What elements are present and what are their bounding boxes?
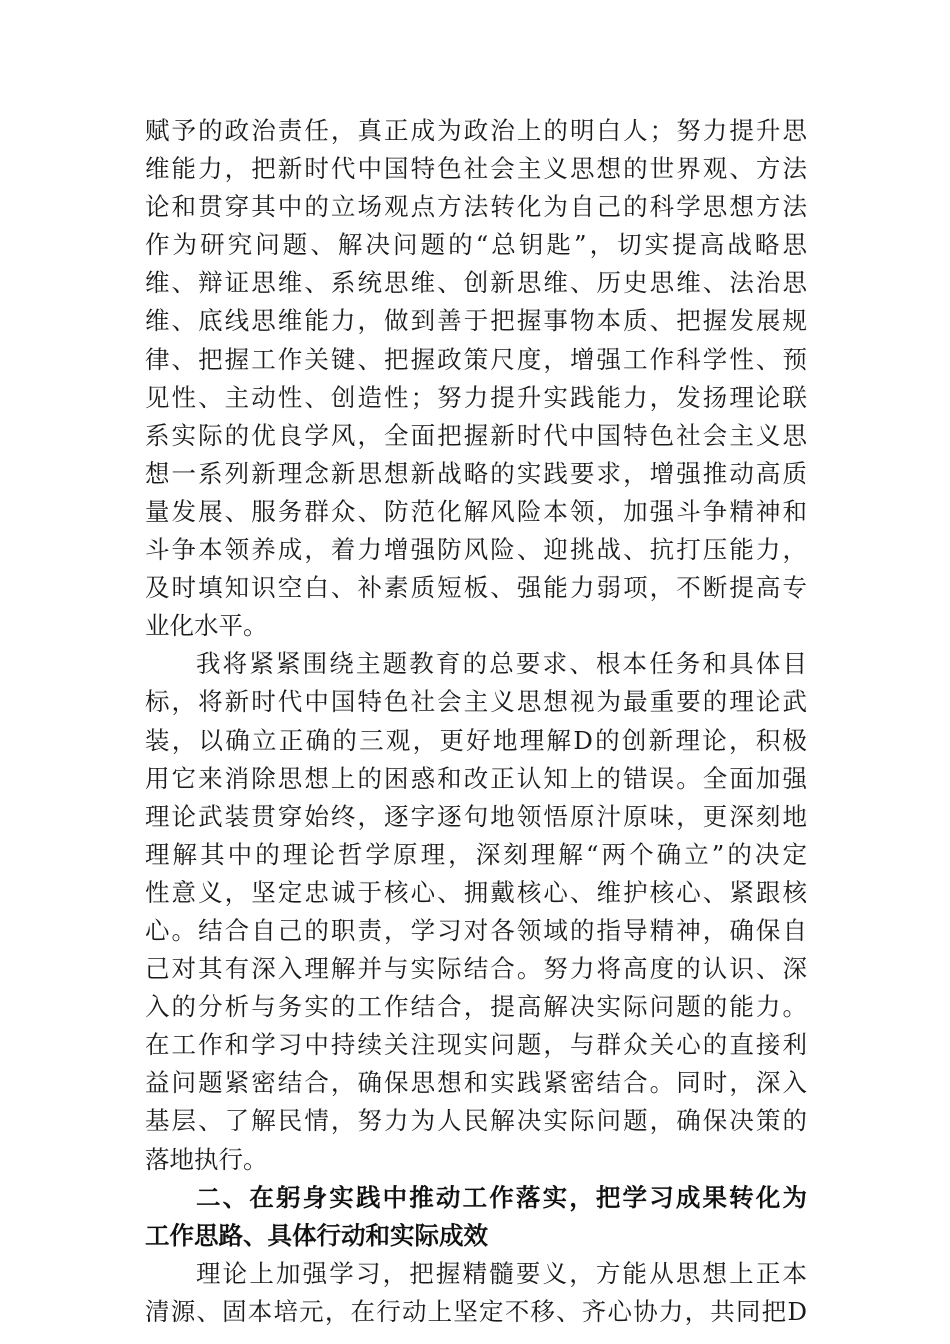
text-line: 理解其中的理论哲学原理，深刻理解“两个确立”的决定 — [145, 839, 807, 869]
text-line: 标，将新时代中国特色社会主义思想视为最重要的理论武 — [145, 687, 807, 717]
paragraph-theme-education — [145, 645, 807, 1178]
paragraph-practice — [145, 1255, 807, 1331]
text-line: 基层、了解民情，努力为人民解决实际问题，确保决策的 — [145, 1106, 807, 1136]
heading-line: 工作思路、具体行动和实际成效 — [145, 1220, 488, 1250]
text-line: 赋予的政治责任，真正成为政治上的明白人；努力提升思 — [145, 116, 807, 145]
document-body — [145, 112, 807, 1331]
text-line: 系实际的优良学风，全面把握新时代中国特色社会主义思 — [145, 420, 807, 450]
text-line: 理论武装贯穿始终，逐字逐句地领悟原汁原味，更深刻地 — [145, 801, 807, 831]
text-line: 己对其有深入理解并与实际结合。努力将高度的认识、深 — [145, 954, 807, 984]
text-line: 及时填知识空白、补素质短板、强能力弱项，不断提高专 — [145, 573, 807, 603]
text-line: 论和贯穿其中的立场观点方法转化为自己的科学思想方法 — [145, 192, 807, 222]
text-line: 业化水平。 — [145, 611, 268, 641]
text-line: 装，以确立正确的三观，更好地理解D的创新理论，积极 — [145, 725, 807, 755]
text-line: 作为研究问题、解决问题的“总钥匙”，切实提高战略思 — [145, 230, 807, 260]
text-line: 落地执行。 — [145, 1144, 268, 1174]
text-line: 想一系列新理念新思想新战略的实践要求，增强推动高质 — [145, 458, 807, 488]
text-line: 量发展、服务群众、防范化解风险本领，加强斗争精神和 — [145, 496, 807, 526]
text-line: 我将紧紧围绕主题教育的总要求、根本任务和具体目 — [196, 649, 807, 679]
text-line: 心。结合自己的职责，学习对各领域的指导精神，确保自 — [145, 915, 807, 945]
text-line: 入的分析与务实的工作结合，提高解决实际问题的能力。 — [145, 992, 807, 1022]
text-line: 见性、主动性、创造性；努力提升实践能力，发扬理论联 — [145, 382, 807, 412]
section-heading — [145, 1179, 807, 1255]
text-line: 理论上加强学习，把握精髓要义，方能从思想上正本 — [196, 1258, 807, 1288]
paragraph-thinking-abilities — [145, 112, 807, 645]
text-line: 用它来消除思想上的困惑和改正认知上的错误。全面加强 — [145, 763, 807, 793]
text-line: 维、辩证思维、系统思维、创新思维、历史思维、法治思 — [145, 268, 807, 298]
text-line: 清源、固本培元，在行动上坚定不移、齐心协力，共同把D — [145, 1296, 807, 1326]
text-line: 维、底线思维能力，做到善于把握事物本质、把握发展规 — [145, 306, 807, 336]
text-line: 在工作和学习中持续关注现实问题，与群众关心的直接利 — [145, 1030, 807, 1060]
text-line: 维能力，把新时代中国特色社会主义思想的世界观、方法 — [145, 154, 807, 184]
text-line: 斗争本领养成，着力增强防风险、迎挑战、抗打压能力， — [145, 535, 807, 565]
heading-line: 二、在躬身实践中推动工作落实，把学习成果转化为 — [196, 1182, 807, 1212]
text-line: 律、把握工作关键、把握政策尺度，增强工作科学性、预 — [145, 344, 807, 374]
text-line: 益问题紧密结合，确保思想和实践紧密结合。同时，深入 — [145, 1068, 807, 1098]
text-line: 性意义，坚定忠诚于核心、拥戴核心、维护核心、紧跟核 — [145, 877, 807, 907]
